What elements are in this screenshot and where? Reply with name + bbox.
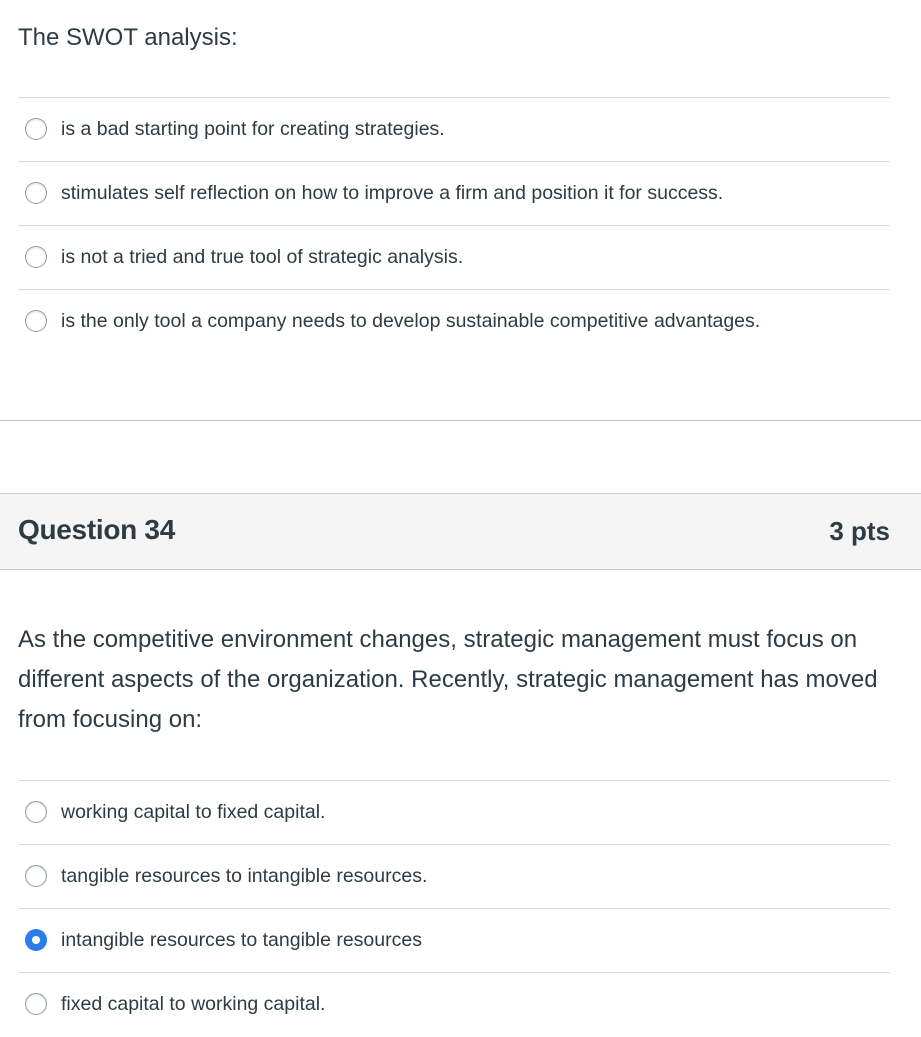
question-34-text: As the competitive environment changes, strategic management must focus on different aspects of the organization. Recently, strategic management has moved from focusing on: — [18, 626, 878, 733]
answer-option[interactable] — [18, 162, 890, 226]
question-33-text: The SWOT analysis: — [18, 24, 238, 51]
answer-option[interactable] — [18, 781, 890, 845]
answer-label[interactable]: working capital to fixed capital. — [61, 801, 326, 823]
answer-label[interactable]: fixed capital to working capital. — [61, 993, 326, 1015]
answer-option[interactable] — [18, 98, 890, 162]
question-divider — [0, 420, 921, 421]
question-points: 3 pts — [829, 516, 890, 546]
answer-label[interactable]: stimulates self reflection on how to improve a firm and position it for success. — [61, 182, 724, 204]
radio-button-selected[interactable] — [25, 929, 47, 951]
question-33-answers — [18, 97, 890, 420]
answer-label[interactable]: is not a tried and true tool of strategic analysis. — [61, 246, 464, 268]
radio-button[interactable] — [25, 993, 47, 1015]
answer-label[interactable]: intangible resources to tangible resources — [61, 929, 422, 951]
radio-button[interactable] — [25, 118, 47, 140]
answer-option[interactable] — [18, 845, 890, 909]
radio-button[interactable] — [25, 865, 47, 887]
question-title: Question 34 — [18, 514, 175, 545]
radio-button[interactable] — [25, 801, 47, 823]
answer-option[interactable] — [18, 226, 890, 290]
answer-label[interactable]: is the only tool a company needs to develop sustainable competitive advantages. — [61, 310, 761, 332]
question-34-answers — [18, 780, 890, 1037]
radio-button[interactable] — [25, 246, 47, 268]
answer-label[interactable]: is a bad starting point for creating strategies. — [61, 118, 445, 140]
radio-button[interactable] — [25, 182, 47, 204]
radio-button[interactable] — [25, 310, 47, 332]
answer-option-selected[interactable] — [18, 909, 890, 973]
answer-option[interactable] — [18, 973, 890, 1037]
question-34-header — [0, 493, 921, 570]
answer-option[interactable] — [18, 290, 890, 420]
answer-label[interactable]: tangible resources to intangible resources. — [61, 865, 428, 887]
